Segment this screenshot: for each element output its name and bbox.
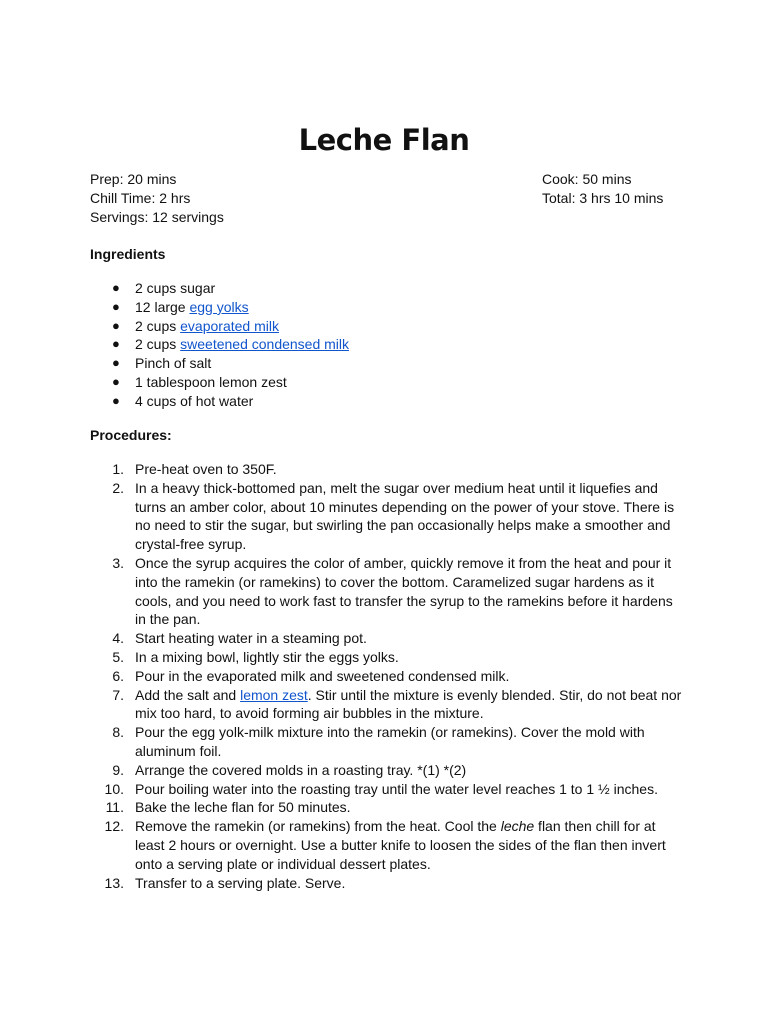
bullet-icon: ● — [112, 355, 120, 371]
step-number: 5. — [112, 648, 124, 665]
item-text: Pour in the evaporated milk and sweetened condensed milk. — [135, 667, 510, 684]
step-number: 4. — [112, 630, 124, 647]
ingredient-item — [90, 298, 690, 317]
procedure-step — [90, 460, 686, 479]
item-text: In a heavy thick-bottomed pan, melt the sugar over medium heat until it liquefies and turns an amber color, about 10 minutes depending on the power of your stove. There is no need to stir the sugar, but swirling the pan occasionally helps make a smoother and crystal-free syrup. — [135, 479, 675, 553]
step-number: 11. — [105, 799, 124, 816]
inline-link[interactable]: egg yolks — [189, 298, 249, 315]
recipe-times-right — [542, 170, 663, 208]
item-text: 2 cups sugar — [135, 280, 216, 296]
ingredients-list — [90, 279, 690, 411]
item-text: Pour the egg yolk-milk mixture into the ramekin (or ramekins). Cover the mold with aluminum foil. — [135, 724, 645, 759]
item-text: 12 large — [135, 298, 190, 315]
item-text: 1 tablespoon lemon zest — [135, 373, 287, 390]
procedure-step — [90, 667, 686, 686]
step-number: 13. — [104, 874, 124, 891]
bullet-icon: ● — [112, 373, 120, 389]
ingredient-item — [90, 335, 690, 354]
bullet-icon: ● — [112, 317, 120, 333]
ingredient-item — [90, 392, 690, 411]
procedure-step — [90, 874, 686, 893]
ingredients-heading: Ingredients — [90, 246, 166, 262]
chill-time: Chill Time: 2 hrs — [90, 189, 191, 206]
procedures-list — [90, 460, 686, 892]
inline-link[interactable]: sweetened condensed milk — [180, 336, 350, 353]
bullet-icon: ● — [112, 336, 120, 352]
step-number: 6. — [112, 667, 124, 684]
procedure-step — [90, 686, 686, 724]
item-text: flan then chill for at least 2 hours or overnight. Use a butter knife to loosen the sides of the flan then invert onto a serving plate or individual dessert plates. — [135, 818, 666, 872]
prep-time: Prep: 20 mins — [90, 171, 177, 187]
item-text: 4 cups of hot water — [135, 392, 254, 409]
item-text: Pour boiling water into the roasting tray until the water level reaches 1 to 1 ½ inches. — [135, 780, 658, 797]
step-number: 1. — [112, 461, 124, 477]
procedure-step — [90, 648, 686, 667]
ingredient-item — [90, 354, 690, 373]
ingredient-item — [90, 317, 690, 336]
step-number: 10. — [104, 780, 124, 797]
recipe-times-left — [90, 170, 224, 226]
item-text: Start heating water in a steaming pot. — [135, 630, 367, 647]
item-text: In a mixing bowl, lightly stir the eggs yolks. — [135, 648, 399, 665]
step-number: 8. — [112, 724, 124, 741]
ingredient-item — [90, 279, 690, 298]
procedure-step — [90, 798, 686, 817]
inline-link[interactable]: lemon zest — [240, 686, 308, 703]
procedure-step — [90, 554, 686, 629]
item-text: Add the salt and — [135, 686, 241, 703]
bullet-icon: ● — [112, 298, 120, 314]
bullet-icon: ● — [112, 280, 120, 295]
total-time: Total: 3 hrs 10 mins — [542, 189, 664, 206]
item-text: Arrange the covered molds in a roasting tray. *(1) *(2) — [135, 761, 467, 778]
inline-link[interactable]: evaporated milk — [180, 317, 279, 334]
servings: Servings: 12 servings — [90, 208, 224, 225]
step-number: 2. — [112, 479, 124, 496]
item-text: Bake the leche flan for 50 minutes. — [135, 799, 351, 816]
italic-text: leche — [500, 818, 535, 835]
procedure-step — [90, 723, 686, 761]
ingredient-item — [90, 373, 690, 392]
step-number: 3. — [112, 554, 124, 571]
item-text: Pre-heat oven to 350F. — [135, 461, 277, 477]
procedures-heading: Procedures: — [90, 427, 172, 443]
document-title: Leche Flan — [298, 123, 470, 157]
procedure-step — [90, 629, 686, 648]
procedure-step — [90, 817, 686, 873]
item-text: Once the syrup acquires the color of amber, quickly remove it from the heat and pour it into the ramekin (or ramekins) to cover the bottom. Caramelized sugar hardens as it cools, and you need to work fast to transfer the syrup to the ramekins before it hardens in the pan. — [135, 554, 673, 628]
procedure-step — [90, 780, 686, 799]
item-text: Pinch of salt — [135, 355, 212, 372]
item-text: Transfer to a serving plate. Serve. — [135, 874, 346, 891]
item-text: . Stir until the mixture is evenly blended. Stir, do not beat nor mix too hard, to avoid forming air bubbles in the mixture. — [135, 686, 682, 722]
step-number: 12. — [104, 818, 124, 835]
item-text: 2 cups — [135, 317, 181, 334]
item-text: 2 cups — [135, 336, 181, 353]
step-number: 7. — [112, 686, 124, 703]
bullet-icon: ● — [112, 392, 120, 408]
step-number: 9. — [112, 761, 124, 778]
cook-time: Cook: 50 mins — [542, 171, 632, 187]
procedure-step — [90, 761, 686, 780]
procedure-step — [90, 479, 686, 554]
item-text: Remove the ramekin (or ramekins) from the heat. Cool the — [135, 818, 501, 835]
